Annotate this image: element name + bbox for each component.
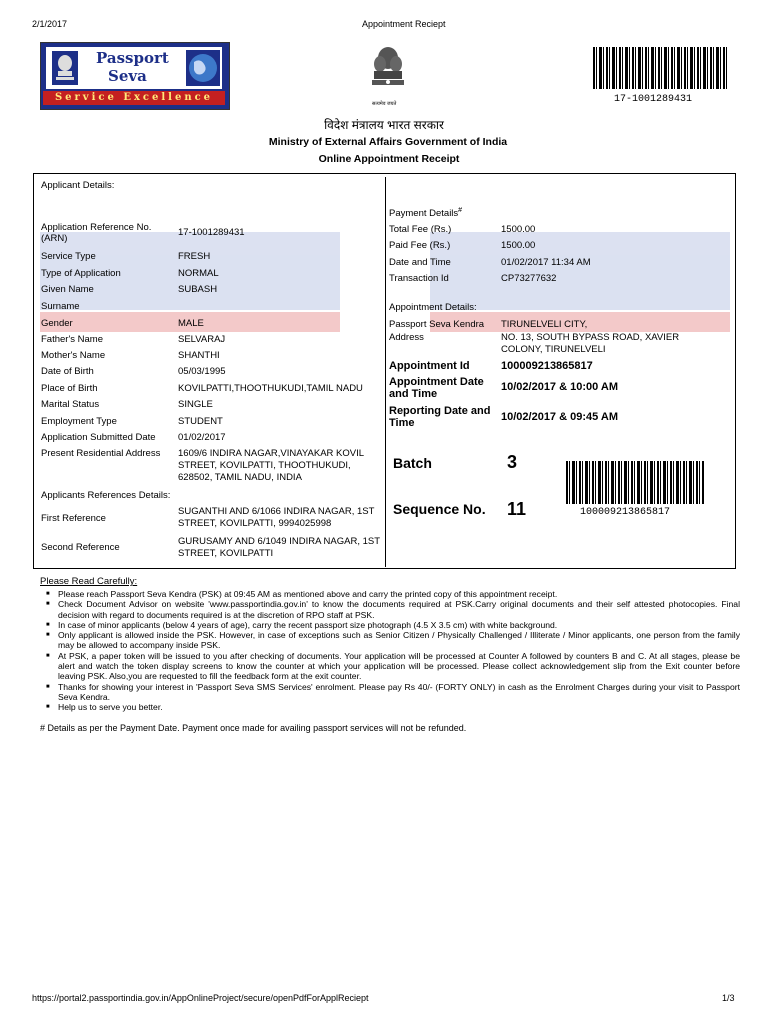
note-item: ■ Only applicant is allowed inside the PSK. However, in case of exceptions such as Senior Citizen / Physically Challenged / Illiterate / Minor applicants, one person from the family may be allowed to accompany inside PSK. [50, 630, 740, 651]
field-value-given-name: SUBASH [178, 284, 218, 295]
field-value-marital-status: SINGLE [178, 399, 213, 410]
appointment-id-label: Appointment Id [389, 360, 470, 372]
field-value-application-type: NORMAL [178, 268, 219, 279]
heading-hindi: विदेश मंत्रालय भारत सरकार [324, 118, 444, 132]
notes-list [40, 589, 740, 713]
appointment-section-title: Appointment Details: [389, 302, 477, 313]
appointment-datetime-value: 10/02/2017 & 10:00 AM [501, 381, 618, 393]
field-label-given-name: Given Name [41, 284, 94, 295]
field-value-employment-type: STUDENT [178, 416, 223, 427]
field-label-dob: Date of Birth [41, 366, 94, 377]
national-emblem-icon [366, 44, 410, 100]
field-label-second-reference: Second Reference [41, 542, 120, 553]
watermark-right [430, 232, 730, 332]
heading-ministry: Ministry of External Affairs Government of India [268, 136, 508, 148]
column-divider [385, 177, 386, 567]
payment-value-transaction-id: CP73277632 [501, 273, 557, 284]
sequence-value: 11 [507, 499, 527, 519]
field-value-first-reference: SUGANTHI AND 6/1066 INDIRA NAGAR, 1ST STREET, KOVILPATTI, 9994025998 [178, 506, 375, 529]
payment-value-paid-fee: 1500.00 [501, 240, 536, 251]
note-item: ■ Check Document Advisor on website 'www.passportindia.gov.in' to know the documents required at PSK.Carry original documents and their self attested photocopies. Final decision with regard to documents required is at the discretion of RPO staff at PSK. [50, 599, 740, 620]
note-item: ■ In case of minor applicants (below 4 years of age), carry the recent passport size photograph (4.5 X 3.5 cm) with white background. [50, 620, 740, 630]
appointment-barcode-number: 100009213865817 [580, 507, 671, 518]
field-value-arn: 17-1001289431 [178, 227, 245, 238]
note-item: ■ At PSK, a paper token will be issued to you after checking of documents. Your application will be processed at Counter A followed by counters B and C. At all stages, please be alert and watch the token display screens to know the counter at which your application will be processed. Please collect acknowledgement slip from the Exit counter before leaving PSK. Also,you are requested to fill the feedback form at the exit counter. [50, 651, 740, 682]
note-item: ■ Thanks for showing your interest in 'Passport Seva SMS Services' enrolment. Please pay Rs 40/- (FORTY ONLY) in cash as the Enrolment Charges during your visit to Passport Seva Kendra. [50, 682, 740, 703]
appointment-id-value: 100009213865817 [501, 360, 593, 372]
field-label-submitted-date: Application Submitted Date [41, 432, 156, 443]
psk-value: TIRUNELVELI CITY, [501, 319, 588, 330]
payment-section-title [389, 207, 462, 219]
globe-icon [186, 50, 220, 86]
emblem-icon [50, 51, 80, 85]
batch-value: 3 [507, 452, 518, 472]
top-barcode [593, 47, 729, 89]
batch-label: Batch [393, 455, 432, 471]
field-value-place-of-birth: KOVILPATTI,THOOTHUKUDI,TAMIL NADU [178, 383, 363, 394]
appointment-barcode [566, 461, 704, 504]
payment-footnote-mark: # [458, 207, 463, 214]
field-label-address: Present Residential Address [41, 448, 161, 459]
payment-footnote: # Details as per the Payment Date. Payment once made for availing passport services will not be refunded. [40, 723, 467, 733]
field-label-application-type: Type of Application [41, 268, 121, 279]
field-value-address: 1609/6 INDIRA NAGAR,VINAYAKAR KOVIL STREET, KOVILPATTI, THOOTHUKUDI, 628502, TAMIL NADU, INDIA [178, 448, 364, 483]
reporting-datetime-label: Reporting Date and Time [389, 405, 491, 429]
heading-title: Online Appointment Receipt [318, 153, 460, 165]
notes-title: Please Read Carefully: [40, 576, 138, 587]
field-label-mother-name: Mother's Name [41, 350, 106, 361]
field-value-service-type: FRESH [178, 251, 211, 262]
print-title: Appointment Reciept [362, 19, 446, 29]
appointment-datetime-label: Appointment Date and Time [389, 376, 484, 400]
field-label-employment-type: Employment Type [41, 416, 117, 427]
note-item: ■ Help us to serve you better. [50, 702, 740, 712]
payment-label-paid-fee: Paid Fee (Rs.) [389, 240, 451, 251]
page-number: 1/3 [722, 993, 735, 1003]
payment-label-transaction-id: Transaction Id [389, 273, 449, 284]
logo-tagline: Service Excellence [43, 91, 225, 105]
applicant-section-title: Applicant Details: [41, 180, 115, 191]
note-item: ■ Please reach Passport Seva Kendra (PSK) at 09:45 AM as mentioned above and carry the printed copy of this appointment receipt. [50, 589, 740, 599]
print-date: 2/1/2017 [32, 19, 68, 29]
watermark-left [40, 232, 340, 332]
sequence-label: Sequence No. [393, 501, 486, 517]
field-label-service-type: Service Type [41, 251, 96, 262]
payment-value-total-fee: 1500.00 [501, 224, 536, 235]
logo-line2: Seva [108, 67, 147, 85]
emblem-motto: सत्यमेव जयते [372, 101, 397, 107]
passport-seva-logo [40, 42, 230, 110]
top-barcode-number: 17-1001289431 [614, 94, 693, 105]
psk-label: Passport Seva Kendra [389, 319, 485, 330]
references-section-title: Applicants References Details: [41, 490, 171, 501]
payment-title-text: Payment Details [389, 208, 459, 220]
field-label-surname: Surname [41, 301, 80, 312]
field-value-dob: 05/03/1995 [178, 366, 226, 377]
address-label: Address [389, 332, 424, 343]
field-value-submitted-date: 01/02/2017 [178, 432, 226, 443]
field-value-father-name: SELVARAJ [178, 334, 226, 345]
payment-label-date-time: Date and Time [389, 257, 451, 268]
field-label-first-reference: First Reference [41, 513, 106, 524]
field-value-mother-name: SHANTHI [178, 350, 220, 361]
field-value-gender: MALE [178, 318, 204, 329]
field-label-gender: Gender [41, 318, 73, 329]
field-label-father-name: Father's Name [41, 334, 104, 345]
address-value: NO. 13, SOUTH BYPASS ROAD, XAVIER COLONY, TIRUNELVELI [501, 332, 680, 355]
field-label-arn: Application Reference No. (ARN) [41, 222, 152, 244]
field-label-place-of-birth: Place of Birth [41, 383, 98, 394]
reporting-datetime-value: 10/02/2017 & 09:45 AM [501, 411, 618, 423]
print-url[interactable]: https://portal2.passportindia.gov.in/AppOnlineProject/secure/openPdfForApplReciept [32, 993, 369, 1003]
field-label-marital-status: Marital Status [41, 399, 100, 410]
logo-line1: Passport [96, 49, 169, 67]
field-value-second-reference: GURUSAMY AND 6/1049 INDIRA NAGAR, 1ST STREET, KOVILPATTI [178, 536, 380, 559]
payment-value-date-time: 01/02/2017 11:34 AM [501, 257, 591, 268]
payment-label-total-fee: Total Fee (Rs.) [389, 224, 452, 235]
